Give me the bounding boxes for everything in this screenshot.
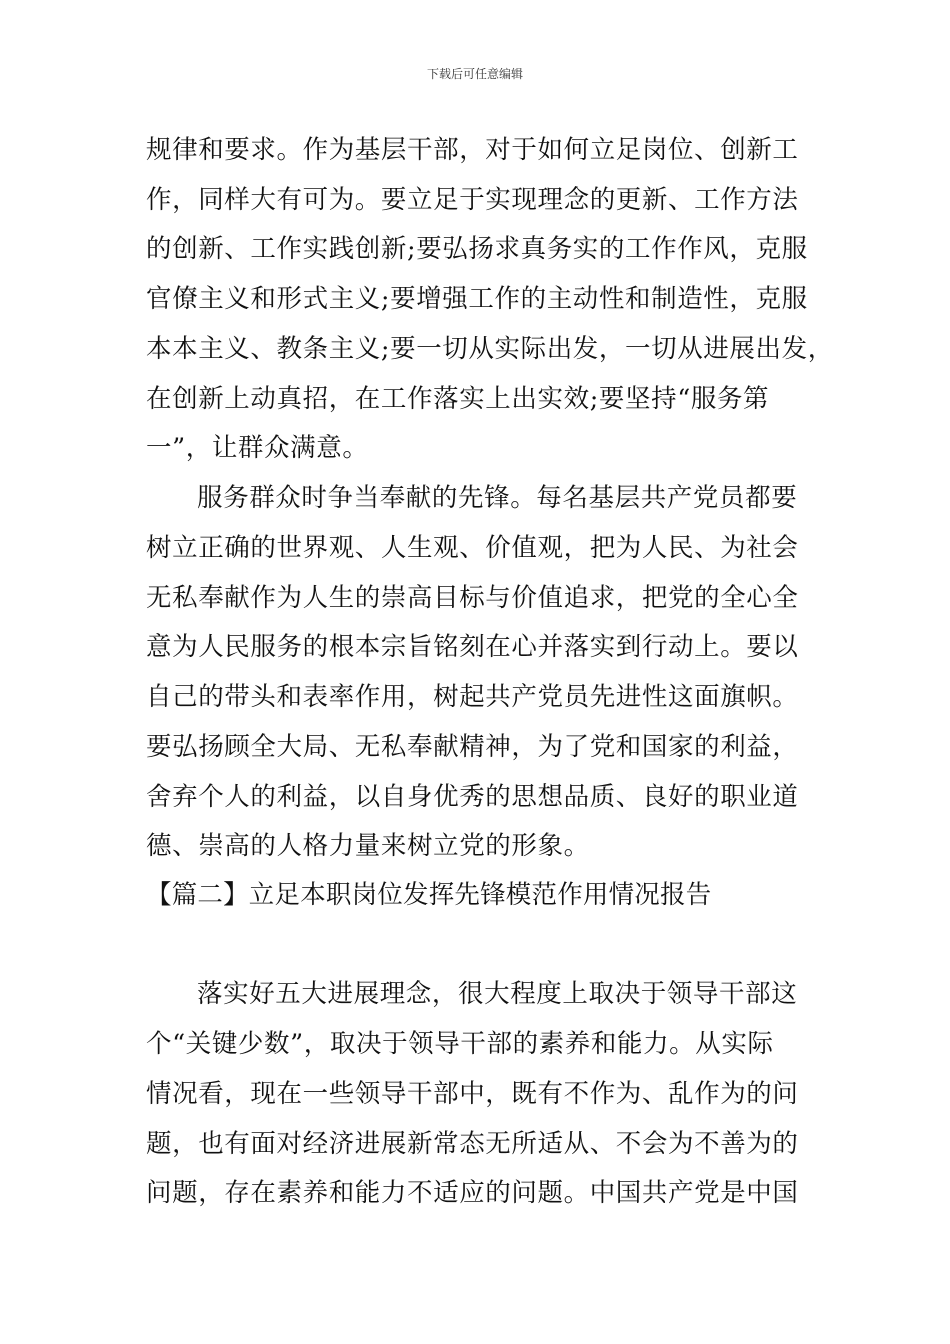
section-heading: 【篇二】立足本职岗位发挥先锋模范作用情况报告 <box>146 880 712 910</box>
paragraph-line: 规律和要求。作为基层干部，对于如何立足岗位、创新工 <box>146 135 799 165</box>
paragraph-line: 树立正确的世界观、人生观、价值观，把为人民、为社会 <box>146 533 799 563</box>
paragraph-line: 情况看，现在一些领导干部中，既有不作为、乱作为的问 <box>146 1079 799 1109</box>
paragraph-line: 本本主义、教条主义;要一切从实际出发，一切从进展出发， <box>146 334 834 364</box>
paragraph-line: 问题，存在素养和能力不适应的问题。中国共产党是中国 <box>146 1178 799 1208</box>
paragraph-line: 的创新、工作实践创新;要弘扬求真务实的工作作风，克服 <box>146 234 808 264</box>
paragraph-line: 无私奉献作为人生的崇高目标与价值追求，把党的全心全 <box>146 583 799 613</box>
paragraph-line: 在创新上动真招，在工作落实上出实效;要坚持“服务第 <box>146 384 770 414</box>
paragraph-line: 德、崇高的人格力量来树立党的形象。 <box>146 831 590 861</box>
paragraph-line: 要弘扬顾全大局、无私奉献精神，为了党和国家的利益， <box>146 732 799 762</box>
paragraph-line: 落实好五大进展理念，很大程度上取决于领导干部这 <box>197 979 798 1009</box>
paragraph-line: 舍弃个人的利益，以自身优秀的思想品质、良好的职业道 <box>146 782 799 812</box>
paragraph-line: 题，也有面对经济进展新常态无所适从、不会为不善为的 <box>146 1129 799 1159</box>
paragraph-line: 官僚主义和形式主义;要增强工作的主动性和制造性，克服 <box>146 284 808 314</box>
paragraph-line: 个“关键少数”，取决于领导干部的素养和能力。从实际 <box>146 1029 774 1059</box>
paragraph-line: 意为人民服务的根本宗旨铭刻在心并落实到行动上。要以 <box>146 632 799 662</box>
page-header: 下载后可任意编辑 <box>426 67 523 81</box>
paragraph-line: 一”，让群众满意。 <box>146 433 369 463</box>
paragraph-line: 自己的带头和表率作用，树起共产党员先进性这面旗帜。 <box>146 682 799 712</box>
paragraph-line: 作，同样大有可为。要立足于实现理念的更新、工作方法 <box>146 185 799 215</box>
paragraph-line: 服务群众时争当奉献的先锋。每名基层共产党员都要 <box>197 483 798 513</box>
